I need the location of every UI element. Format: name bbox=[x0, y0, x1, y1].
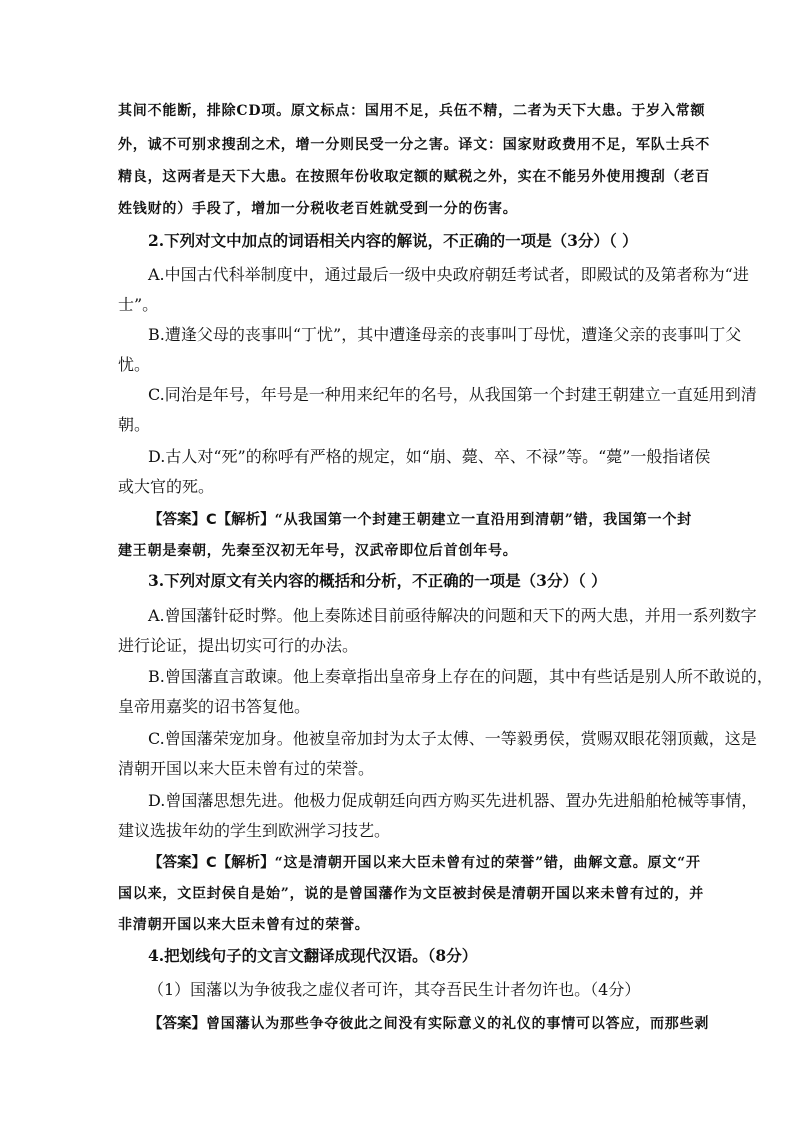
option-c-line-2: 朝。 bbox=[118, 415, 151, 434]
option-c-line-2: 清朝开国以来大臣未曾有过的荣誉。 bbox=[118, 759, 375, 778]
answer-line bbox=[118, 540, 678, 560]
answer-text: “这是清朝开国以来大臣未曾有过的荣誉”错，曲解文意。原文“开 bbox=[274, 855, 701, 871]
answer-tag: 【答案】C【解析】 bbox=[148, 855, 275, 871]
answer-tag: 【答案】C【解析】 bbox=[148, 512, 275, 528]
question-title: 4.把划线句子的文言文翻译成现代汉语。（8分） bbox=[148, 946, 478, 965]
sub-question-1: （1）国藩以为争彼我之虚仪者可许，其夺吾民生计者勿许也。（4分） bbox=[148, 980, 641, 999]
answer-text: 非清朝开国以来大臣未曾有过的荣誉。 bbox=[118, 917, 370, 933]
option-b-line-1: B.曾国藩直言敢谏。他上奏章指出皇帝身上存在的问题，其中有些话是别人所不敢说的， bbox=[148, 667, 773, 686]
option-c-line-1: C.同治是年号，年号是一种用来纪年的名号，从我国第一个封建王朝建立一直延用到清 bbox=[148, 385, 757, 404]
question-title: 2.下列对文中加点的词语相关内容的解说，不正确的一项是（3分）（ ） bbox=[148, 231, 638, 250]
answer-text: 曾国藩认为那些争夺彼此之间没有实际意义的礼仪的事情可以答应，而那些剥 bbox=[206, 1016, 710, 1032]
answer-line bbox=[148, 508, 692, 529]
option-d-line-1: D.古人对“死”的称呼有严格的规定，如“崩、薨、卒、不禄”等。“薨”一般指诸侯 bbox=[148, 447, 711, 466]
answer-tag: 【答案】 bbox=[148, 1016, 206, 1032]
text-line: 其间不能断，排除CD项。原文标点：国用不足，兵伍不精，二者为天下大患。于岁入常额 bbox=[118, 103, 706, 119]
question-title: 3.下列对原文有关内容的概括和分析，不正确的一项是（3分）（ ） bbox=[148, 571, 607, 590]
option-d-line-2: 或大官的死。 bbox=[118, 477, 215, 496]
text-line: 姓钱财的）手段了，增加一分税收老百姓就受到一分的伤害。 bbox=[118, 201, 518, 217]
answer-text: “从我国第一个封建王朝建立一直沿用到清朝”错，我国第一个封 bbox=[274, 512, 692, 528]
answer-text: 国以来，文臣封侯自是始”，说的是曾国藩作为文臣被封侯是清朝开国以来未曾有过的，并 bbox=[118, 886, 705, 902]
answer-text: 汉武帝即位后首创年号。 bbox=[354, 543, 518, 559]
text-line: 外，诚不可别求搜刮之术，增一分则民受一分之害。译文：国家财政费用不足，军队士兵不 bbox=[118, 137, 710, 153]
option-a-line-2: 进行论证，提出切实可行的办法。 bbox=[118, 636, 359, 655]
option-a-line-1: A.曾国藩针砭时弊。他上奏陈述目前亟待解决的问题和天下的两大患，并用一系列数字 bbox=[148, 606, 757, 625]
option-d-line-1: D.曾国藩思想先进。他极力促成朝廷向西方购买先进机器、置办先进船舶枪械等事情， bbox=[148, 791, 758, 810]
answer-line bbox=[148, 1012, 710, 1033]
option-b-line-2: 忧。 bbox=[118, 355, 151, 374]
option-b-line-1: B.遭逢父母的丧事叫“丁忧”，其中遭逢母亲的丧事叫丁母忧，遭逢父亲的丧事叫丁父 bbox=[148, 325, 742, 344]
option-c-line-1: C.曾国藩荣宠加身。他被皇帝加封为太子太傅、一等毅勇侯，赏赐双眼花翎顶戴，这是 bbox=[148, 729, 757, 748]
text-line: 精良，这两者是天下大患。在按照年份收取定额的赋税之外，实在不能另外使用搜刮（老百 bbox=[118, 169, 710, 185]
answer-line bbox=[148, 851, 701, 872]
option-b-line-2: 皇帝用嘉奖的诏书答复他。 bbox=[118, 697, 311, 716]
answer-text: 建王朝是秦朝，先秦至汉初无年号， bbox=[118, 543, 355, 559]
option-a-line-2: 士”。 bbox=[118, 295, 159, 314]
option-d-line-2: 建议选拔年幼的学生到欧洲学习技艺。 bbox=[118, 821, 391, 840]
option-a-line-1: A.中国古代科举制度中，通过最后一级中央政府朝廷考试者，即殿试的及第者称为“进 bbox=[148, 265, 749, 284]
